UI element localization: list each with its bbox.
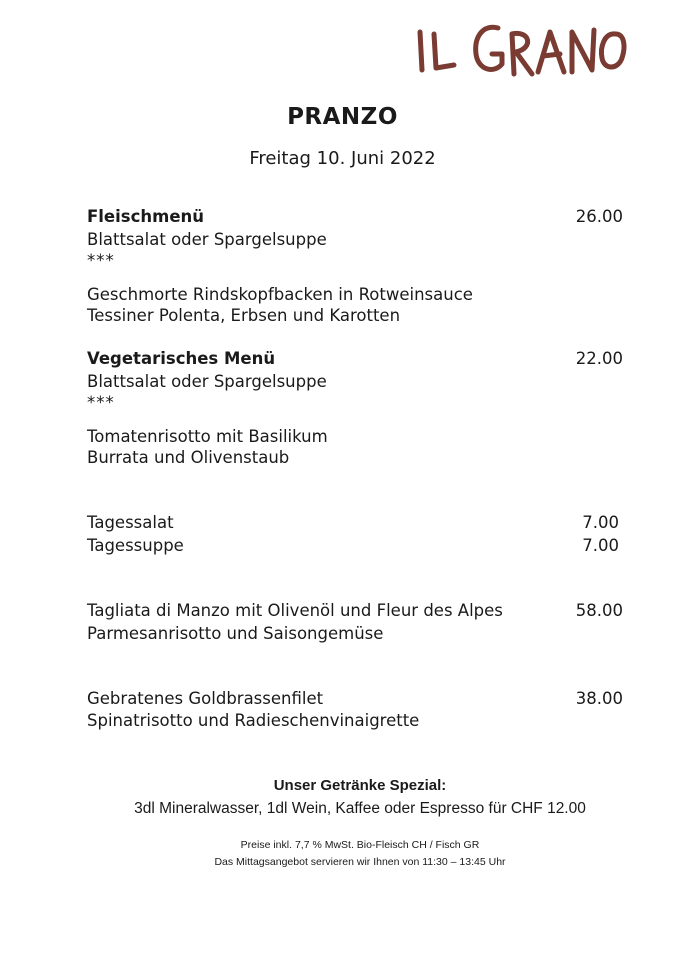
- course-separator: ***: [87, 393, 115, 412]
- menu-main-dish: Tomatenrisotto mit Basilikum: [87, 427, 328, 446]
- menu-starter: Blattsalat oder Spargelsuppe: [87, 230, 327, 249]
- menu-starter: Blattsalat oder Spargelsuppe: [87, 372, 327, 391]
- service-hours-note: Das Mittagsangebot servieren wir Ihnen von 11:30 – 13:45 Uhr: [214, 856, 506, 868]
- menu-title: PRANZO: [287, 104, 398, 130]
- drinks-special-title: Unser Getränke Spezial:: [273, 777, 447, 794]
- dish-name: Tagliata di Manzo mit Olivenöl und Fleur des Alpes: [87, 601, 503, 620]
- menu-price: 26.00: [575, 207, 623, 226]
- side-dish-name: Tagessalat: [87, 513, 174, 532]
- menu-name: Fleischmenü: [87, 207, 204, 226]
- menu-price: 22.00: [575, 349, 623, 368]
- menu-main-sides: Tessiner Polenta, Erbsen und Karotten: [87, 306, 401, 325]
- course-separator: ***: [87, 251, 115, 270]
- side-dish-price: 7.00: [582, 536, 619, 555]
- menu-name: Vegetarisches Menü: [87, 349, 276, 368]
- dish-sides: Parmesanrisotto und Saisongemüse: [87, 624, 384, 643]
- dish-price: 58.00: [575, 601, 623, 620]
- dish-price: 38.00: [575, 689, 623, 708]
- drinks-special-text: 3dl Mineralwasser, 1dl Wein, Kaffee oder Espresso für CHF 12.00: [134, 800, 586, 817]
- logo-lettering-image: [410, 12, 640, 92]
- dish-sides: Spinatrisotto und Radieschenvinaigrette: [87, 711, 420, 730]
- dish-name: Gebratenes Goldbrassenfilet: [87, 689, 324, 708]
- side-dish-name: Tagessuppe: [87, 536, 184, 555]
- menu-main-dish: Geschmorte Rindskopfbacken in Rotweinsauce: [87, 285, 473, 304]
- side-dish-price: 7.00: [582, 513, 619, 532]
- il-grano-logo: [410, 12, 640, 92]
- menu-main-sides: Burrata und Olivenstaub: [87, 448, 290, 467]
- menu-date: Freitag 10. Juni 2022: [249, 148, 436, 169]
- price-note: Preise inkl. 7,7 % MwSt. Bio-Fleisch CH / Fisch GR: [240, 839, 480, 851]
